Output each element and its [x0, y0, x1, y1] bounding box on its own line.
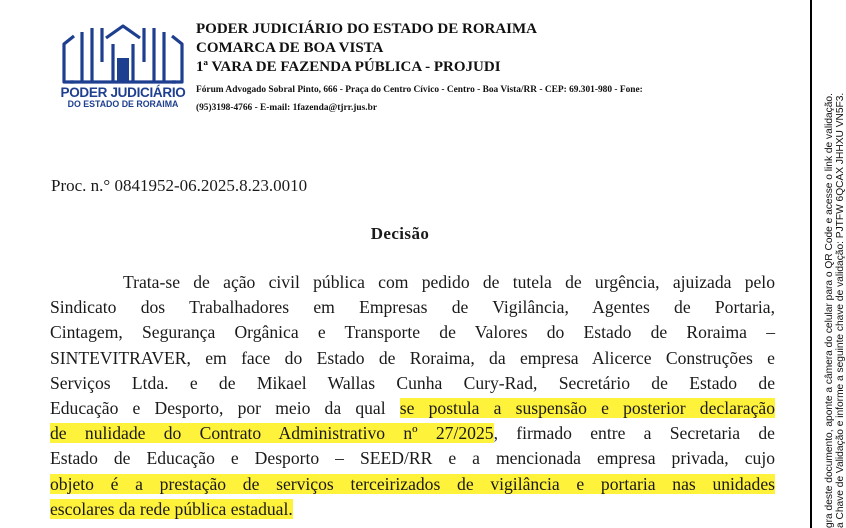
highlighted-text: se postula a suspensão e posterior declaração [399, 397, 775, 418]
header-address: Fórum Advogado Sobral Pinto, 666 - Praça do Centro Cívico - Centro - Boa Vista/RR - CEP: 69.301-980 - Fone: [196, 85, 643, 95]
paragraph-line: Sindicato dos Trabalhadores em Empresas de Vigilância, Agentes de Portaria, [50, 297, 775, 318]
logo-text-line1: PODER JUDICIÁRIO [60, 85, 186, 100]
paragraph-text: , firmado entre a Secretaria de [493, 423, 775, 444]
document-title: Decisão [370, 224, 430, 243]
paragraph-line: Cintagem, Segurança Orgânica e Transporte de Valores do Estado de Roraima – [50, 322, 775, 343]
paragraph-line: Estado de Educação e Desporto – SEED/RR e a mencionada empresa privada, cujo [50, 448, 775, 469]
header-court-division: 1ª VARA DE FAZENDA PÚBLICA - PROJUDI [196, 59, 501, 75]
paragraph-text: Educação e Desporto, por meio da qual [50, 397, 400, 418]
header-court-name: PODER JUDICIÁRIO DO ESTADO DE RORAIMA [196, 21, 537, 37]
paragraph-line: SINTEVITRAVER, em face do Estado de Roraima, da empresa Alicerce Construções e [50, 347, 775, 368]
highlighted-text: de nulidade do Contrato Administrativo nº 27/2025 [50, 423, 494, 444]
process-number: Proc. n.° 0841952-06.2025.8.23.0010 [51, 176, 308, 195]
header-district: COMARCA DE BOA VISTA [196, 40, 384, 56]
validation-text-line2: a Chave de Validação e informe a seguinte chave de validação: PJTFW 6QCAX JHHXU VN5F3. [835, 92, 846, 528]
decision-paragraph [50, 270, 775, 522]
court-building-icon [56, 22, 190, 86]
side-strip-border [810, 0, 812, 528]
paragraph-line [50, 396, 775, 421]
paragraph-line [50, 421, 775, 446]
validation-text-line1: gra deste documento, aponte a câmera do celular para o QR Code e acesse o link de validação. [824, 93, 835, 528]
court-logo [56, 22, 190, 108]
paragraph-line: Trata-se de ação civil pública com pedido de tutela de urgência, ajuizada pelo [123, 272, 775, 292]
paragraph-line [50, 472, 775, 497]
highlighted-text: objeto é a prestação de serviços terceirizados de vigilância e portaria nas unidades [50, 473, 775, 494]
validation-side-strip [824, 8, 846, 528]
header-contact: (95)3198-4766 - E-mail: 1fazenda@tjrr.jus.br [196, 103, 378, 113]
logo-text-line2: DO ESTADO DE RORAIMA [67, 99, 179, 109]
paragraph-line [50, 497, 775, 522]
highlighted-text: escolares da rede pública estadual. [50, 498, 293, 519]
paragraph-line: Serviços Ltda. e de Mikael Wallas Cunha Cury-Rad, Secretário de Estado de [50, 372, 775, 393]
